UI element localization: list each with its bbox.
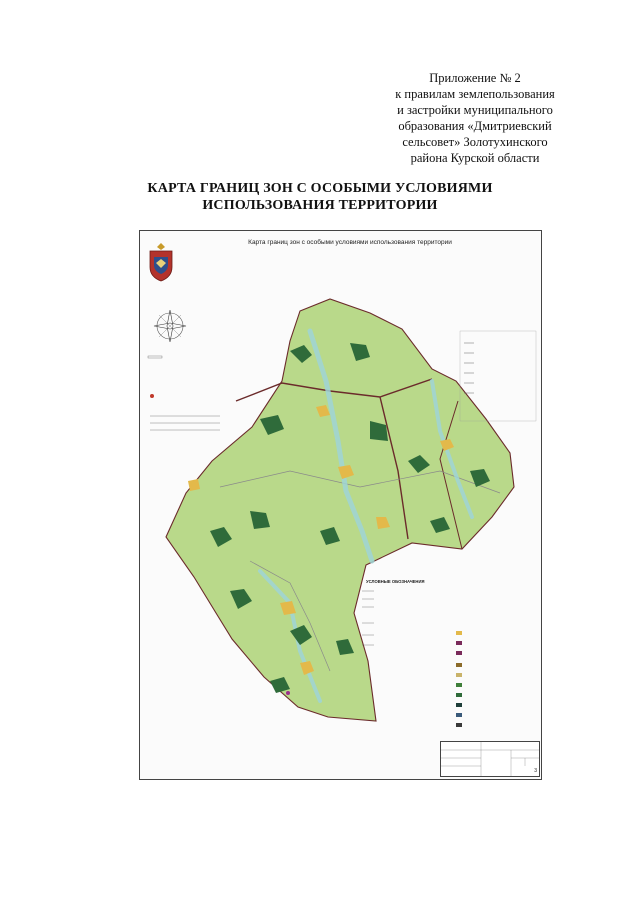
map-frame — [139, 230, 542, 780]
legend-heading: УСЛОВНЫЕ ОБОЗНАЧЕНИЯ — [366, 579, 425, 584]
appendix-block — [360, 70, 590, 166]
appendix-line: к правилам землепользования — [395, 87, 555, 101]
territory-map — [140, 231, 541, 779]
document-title-line-2: ИСПОЛЬЗОВАНИЯ ТЕРРИТОРИИ — [202, 198, 438, 213]
appendix-line: района Курской области — [410, 151, 540, 165]
settlement-center-marker — [286, 691, 290, 695]
appendix-line: и застройки муниципального — [397, 103, 553, 117]
document-title-line-1: КАРТА ГРАНИЦ ЗОН С ОСОБЫМИ УСЛОВИЯМИ — [147, 181, 493, 196]
map-title: Карта границ зон с особыми условиями использования территории — [248, 239, 452, 246]
title-block — [440, 741, 540, 777]
title-block-grid — [441, 742, 539, 776]
sheet-number: 3 — [534, 768, 537, 774]
appendix-line: сельсовет» Золотухинского — [402, 135, 548, 149]
territory-area — [166, 299, 514, 721]
legend-marker — [150, 394, 154, 398]
appendix-line: образования «Дмитриевский — [398, 119, 552, 133]
legend-bottom-lines — [362, 591, 374, 645]
document-title — [60, 180, 580, 214]
legend-left — [148, 356, 220, 430]
appendix-line: Приложение № 2 — [429, 71, 521, 85]
